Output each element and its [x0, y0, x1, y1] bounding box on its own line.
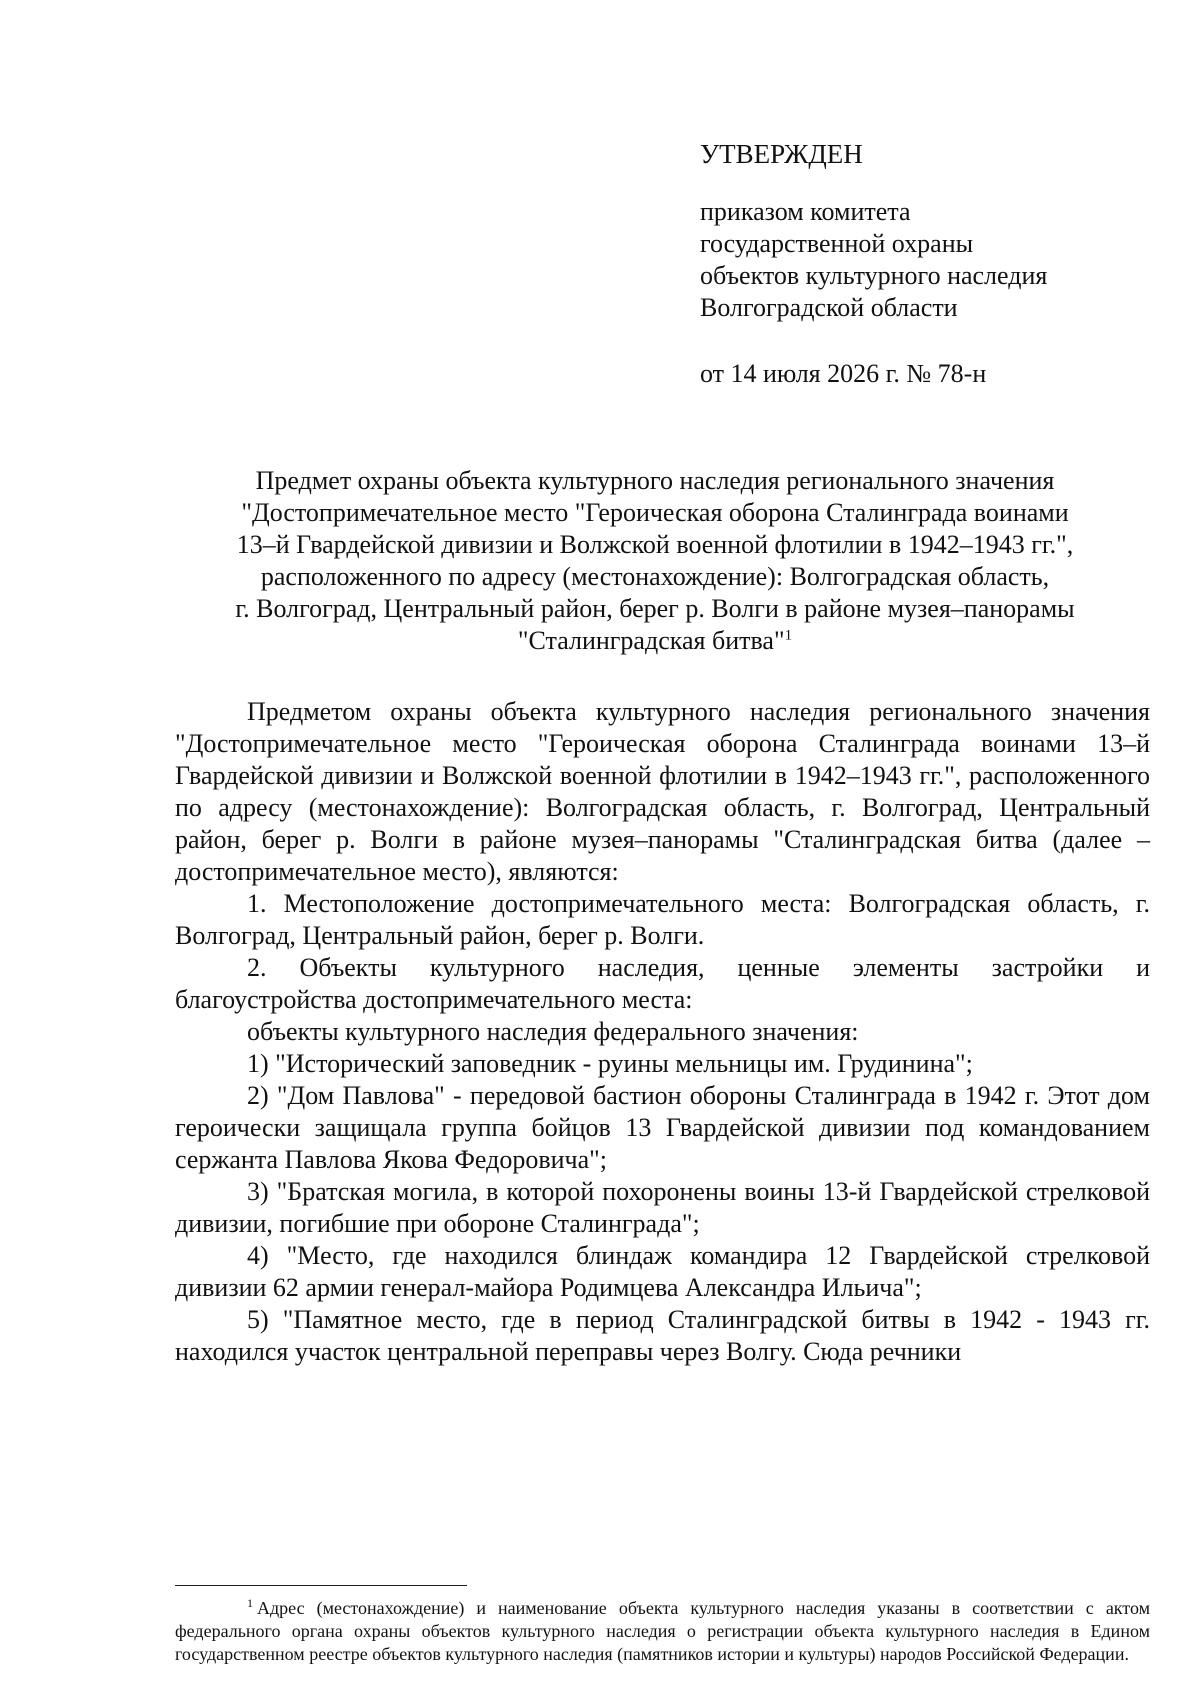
body-paragraph: 2. Объекты культурного наследия, ценные элементы застройки и благоустройства достопримечательного места: [175, 953, 1150, 1014]
document-title [175, 465, 1135, 657]
title-line: расположенного по адресу (местонахождение): Волгоградская область, [260, 562, 1050, 591]
footnote-reference: 1 [784, 627, 793, 644]
body-paragraph: 5) "Памятное место, где в период Сталинградской битвы в 1942 - 1943 гг. находился участок центральной переправы через Волгу. Сюда речники [175, 1305, 1150, 1366]
issuer-line: государственной охраны [700, 229, 974, 258]
approval-issuer [700, 196, 1160, 324]
title-line: Предмет охраны объекта культурного наследия регионального значения [255, 466, 1055, 495]
issuer-line: Волгоградской области [700, 293, 958, 322]
body-paragraph: 4) "Место, где находился блиндаж командира 12 Гвардейской стрелковой дивизии 62 армии генерал-майора Родимцева Александра Ильича"; [175, 1241, 1150, 1302]
body-paragraph: 2) "Дом Павлова" - передовой бастион обороны Сталинграда в 1942 г. Этот дом героически защищала группа бойцов 13 Гвардейской дивизии под командованием сержанта Павлова Якова Федоровича"; [175, 1081, 1150, 1174]
title-line: г. Волгоград, Центральный район, берег р. Волги в районе музея–панорамы [235, 594, 1075, 623]
footnote-separator [175, 1585, 467, 1586]
title-line-last [175, 625, 1135, 657]
document-body [175, 696, 1150, 1368]
approval-heading: УТВЕРЖДЕН [700, 139, 863, 169]
body-paragraph: 1) "Исторический заповедник - руины мельницы им. Грудинина"; [247, 1049, 973, 1078]
footnote [175, 1597, 1150, 1666]
title-line: "Достопримечательное место "Героическая оборона Сталинграда воинами [241, 498, 1069, 527]
footnote-mark: 1 [247, 1596, 253, 1610]
order-date-number: от 14 июля 2026 г. № 78-н [700, 359, 987, 388]
footnote-text: Адрес (местонахождение) и наименование объекта культурного наследия указаны в соответствии с актом федерального органа охраны объектов культурного наследия о регистрации объекта культурного наследия в Едином государственном реестре объектов культурного наследия (памятников истории и культуры) народов Российской Федерации. [175, 1598, 1150, 1664]
issuer-line: объектов культурного наследия [700, 261, 1048, 290]
approval-block [700, 138, 1160, 390]
title-line-text: "Сталинградская битва" [517, 626, 785, 655]
title-line: 13–й Гвардейской дивизии и Волжской военной флотилии в 1942–1943 гг.", [236, 530, 1074, 559]
issuer-line: приказом комитета [700, 197, 911, 226]
body-paragraph: 1. Местоположение достопримечательного места: Волгоградская область, г. Волгоград, Центральный район, берег р. Волги. [175, 889, 1150, 950]
body-paragraph: 3) "Братская могила, в которой похоронены воины 13-й Гвардейской стрелковой дивизии, погибшие при обороне Сталинграда"; [175, 1177, 1150, 1238]
body-paragraph: Предметом охраны объекта культурного наследия регионального значения "Достопримечательное место "Героическая оборона Сталинграда воинами 13–й Гвардейской дивизии и Волжской военной флотилии в 1942–1943 гг.", расположенного по адресу (местонахождение): Волгоградская область, г. Волгоград, Центральный район, берег р. Волги в районе музея–панорамы "Сталинградская битва (далее – достопримечательное место), являются: [175, 697, 1150, 886]
body-paragraph: объекты культурного наследия федерального значения: [247, 1017, 859, 1046]
